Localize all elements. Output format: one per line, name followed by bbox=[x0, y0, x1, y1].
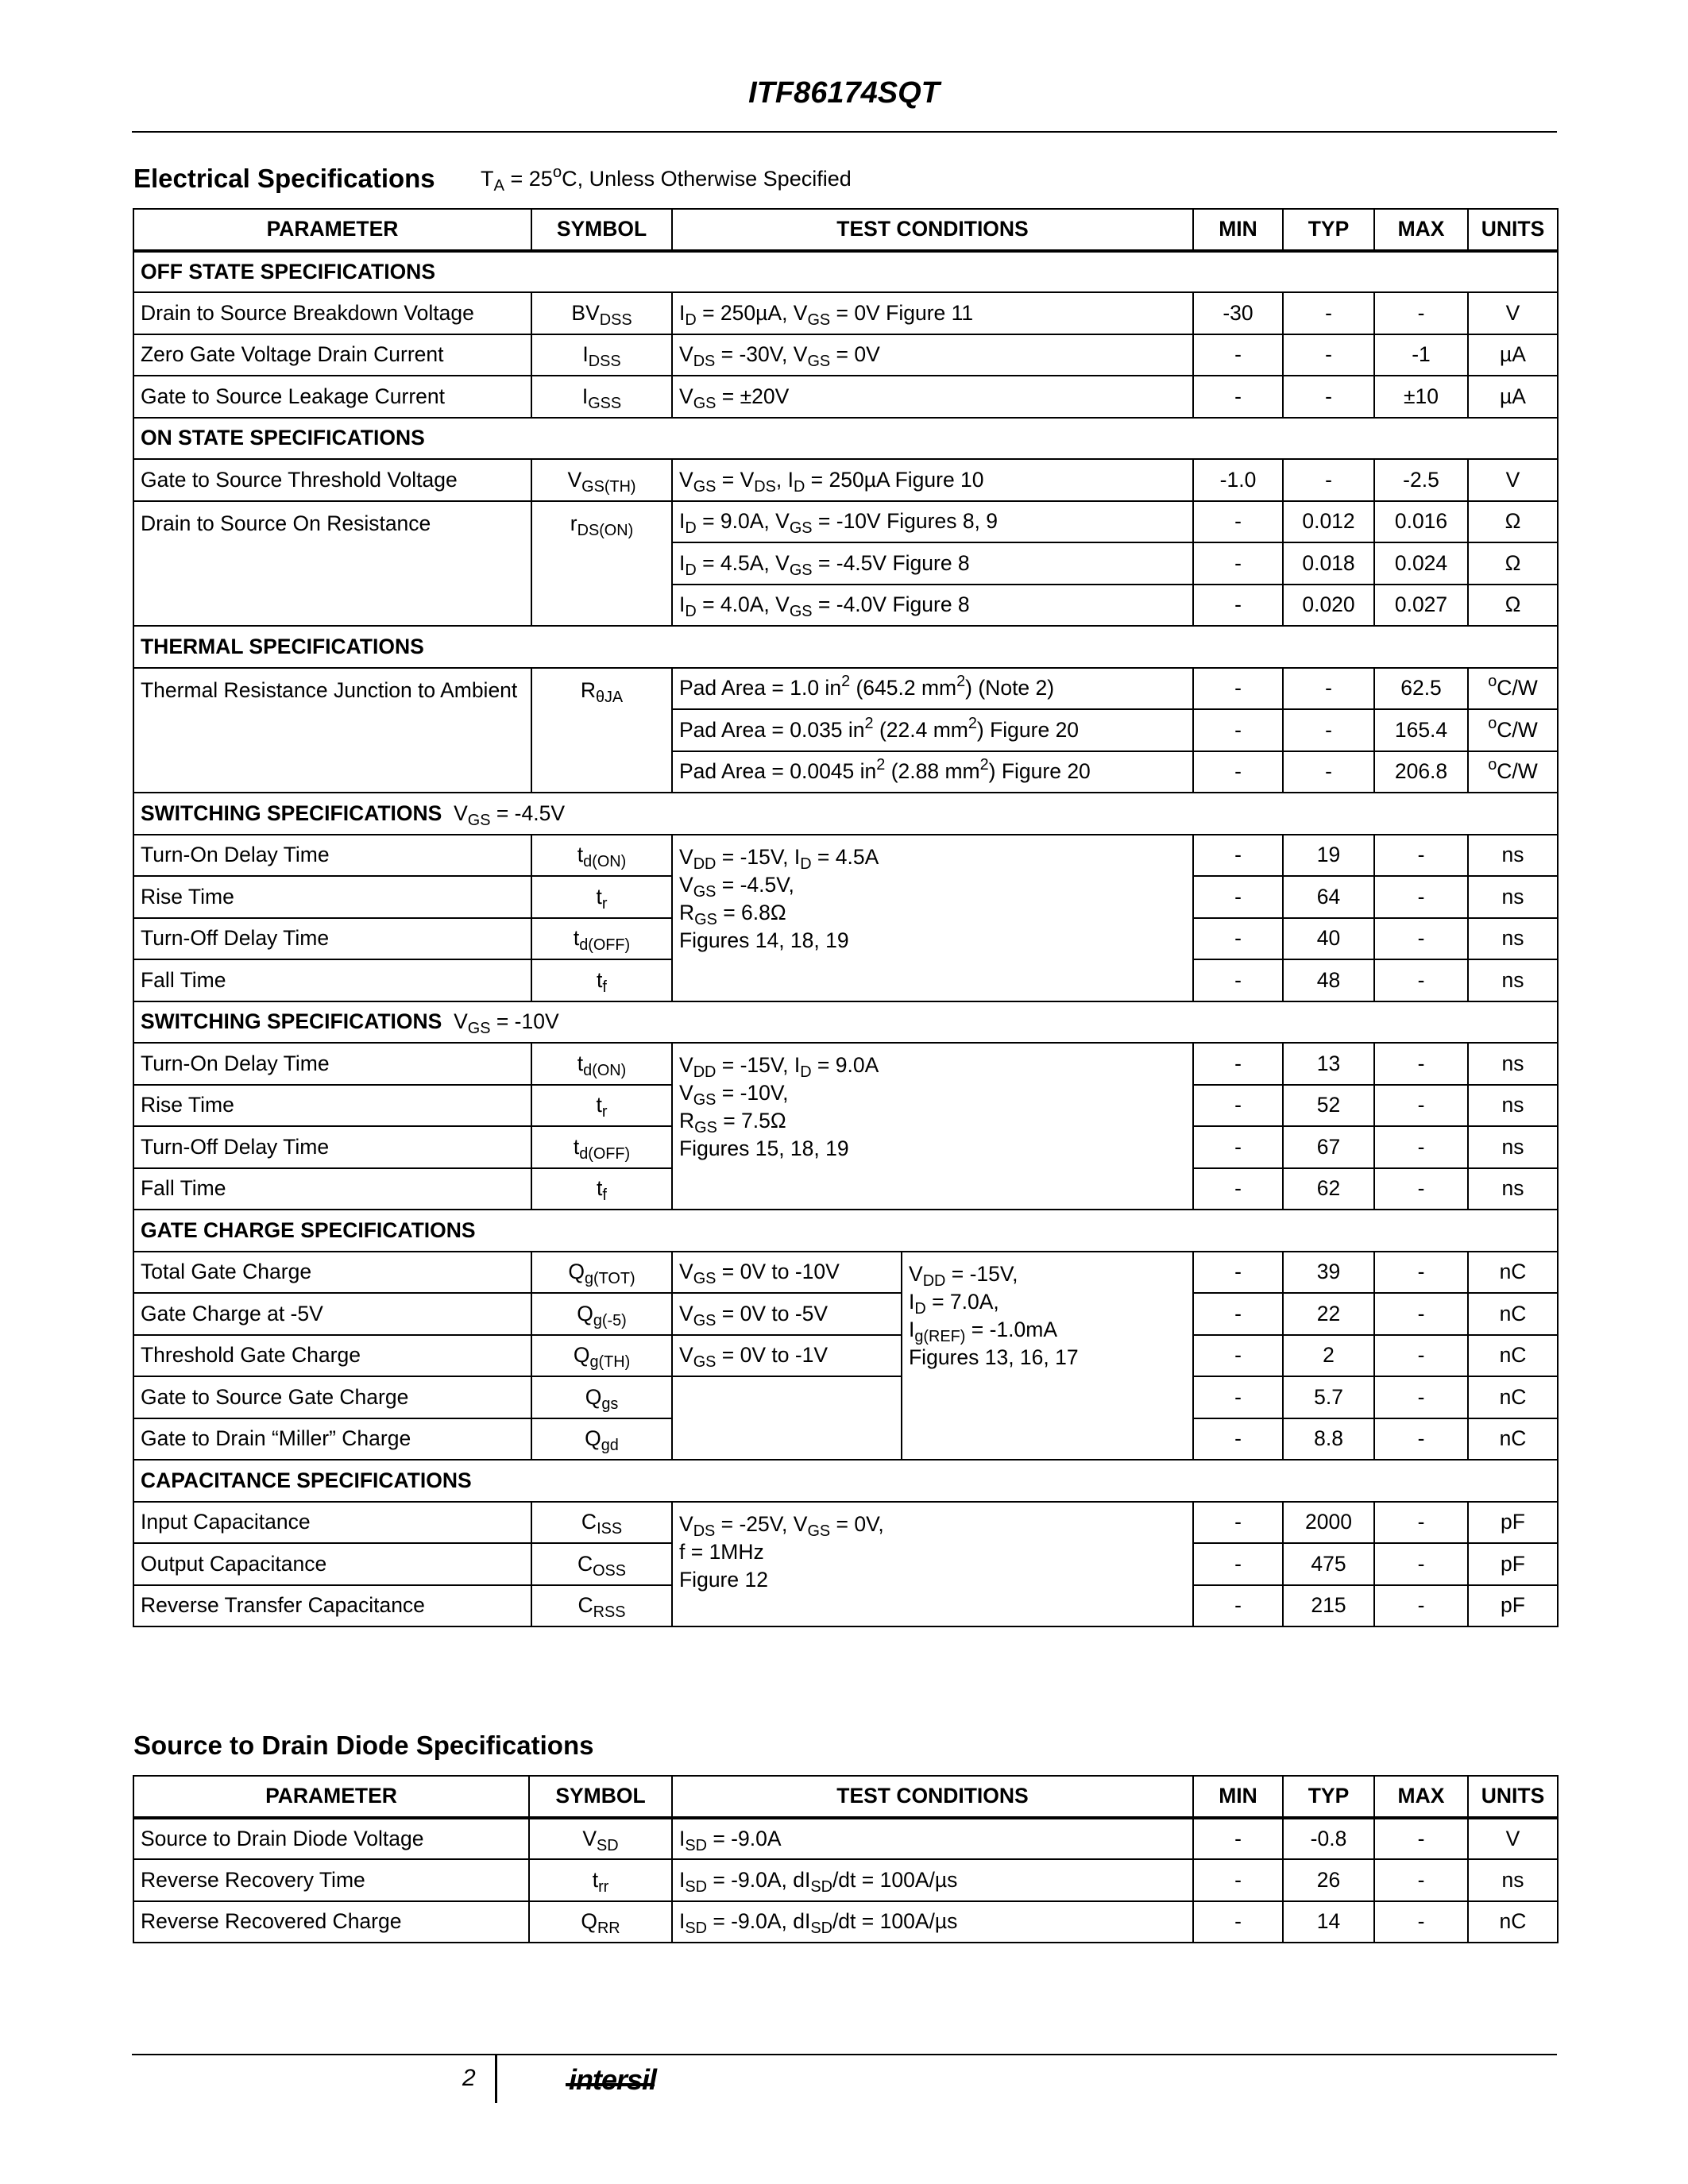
units-cell: Ω bbox=[1468, 542, 1558, 585]
param-cell: Drain to Source Breakdown Voltage bbox=[133, 292, 531, 334]
max-cell: - bbox=[1374, 1335, 1468, 1377]
typ-cell: 5.7 bbox=[1283, 1376, 1374, 1418]
units-cell: $^o$C/W bbox=[1468, 709, 1558, 751]
symbol-cell: $t_{d(ON)}$ bbox=[531, 1043, 672, 1085]
min-cell: - bbox=[1193, 876, 1283, 918]
min-cell: - bbox=[1193, 709, 1283, 751]
table-row bbox=[133, 1043, 1558, 1085]
table-row bbox=[133, 334, 1558, 376]
section-row bbox=[133, 1210, 1558, 1252]
param-cell: Turn-Off Delay Time bbox=[133, 1126, 531, 1168]
symbol-cell: $V_{SD}$ bbox=[529, 1818, 672, 1860]
typ-cell: - bbox=[1283, 709, 1374, 751]
condition-cell: $I_D = 4.0A$, $V_{GS} = -4.0V$ Figure 8 bbox=[672, 585, 1193, 627]
units-cell: V bbox=[1468, 292, 1558, 334]
condition-cell: $V_{GS} = 0V$ to -5V bbox=[672, 1293, 902, 1335]
section-off-state: OFF STATE SPECIFICATIONS bbox=[133, 251, 1558, 293]
min-cell: - bbox=[1193, 1859, 1283, 1901]
param-cell: Output Capacitance bbox=[133, 1543, 531, 1585]
param-cell: Turn-On Delay Time bbox=[133, 1043, 531, 1085]
typ-cell: 22 bbox=[1283, 1293, 1374, 1335]
section-on-state: ON STATE SPECIFICATIONS bbox=[133, 418, 1558, 460]
typ-cell: 0.018 bbox=[1283, 542, 1374, 585]
symbol-cell: $I_{GSS}$ bbox=[531, 376, 672, 418]
symbol-cell: $C_{RSS}$ bbox=[531, 1585, 672, 1627]
col-header-typ: TYP bbox=[1283, 209, 1374, 251]
min-cell: - bbox=[1193, 1293, 1283, 1335]
typ-cell: 14 bbox=[1283, 1901, 1374, 1943]
section-thermal: THERMAL SPECIFICATIONS bbox=[133, 626, 1558, 668]
typ-cell: - bbox=[1283, 292, 1374, 334]
table-row bbox=[133, 376, 1558, 418]
param-cell: Zero Gate Voltage Drain Current bbox=[133, 334, 531, 376]
section-switching-a: SWITCHING SPECIFICATIONS $V_{GS} = -4.5V$ bbox=[133, 793, 1558, 835]
table-row bbox=[133, 1818, 1558, 1860]
symbol-cell: $t_{d(OFF)}$ bbox=[531, 918, 672, 960]
param-cell: Gate to Drain “Miller” Charge bbox=[133, 1418, 531, 1461]
col-header-symbol: SYMBOL bbox=[531, 209, 672, 251]
units-cell: Ω bbox=[1468, 585, 1558, 627]
footer-divider bbox=[495, 2055, 497, 2103]
max-cell: -1 bbox=[1374, 334, 1468, 376]
section-row bbox=[133, 626, 1558, 668]
symbol-cell: $r_{DS(ON)}$ bbox=[531, 501, 672, 627]
document-title: ITF86174SQT bbox=[748, 76, 940, 110]
symbol-cell: $BV_{DSS}$ bbox=[531, 292, 672, 334]
table-row bbox=[133, 1335, 1558, 1377]
units-cell: ns bbox=[1468, 835, 1558, 877]
electrical-specs-body bbox=[133, 208, 1559, 1627]
min-cell: - bbox=[1193, 334, 1283, 376]
param-cell: Gate Charge at -5V bbox=[133, 1293, 531, 1335]
test-condition-note: $T_A = 25^oC$, Unless Otherwise Specified bbox=[481, 163, 852, 195]
units-cell: ns bbox=[1468, 876, 1558, 918]
symbol-cell: $t_{d(ON)}$ bbox=[531, 835, 672, 877]
page-number: 2 bbox=[462, 2065, 476, 2091]
max-cell: 0.027 bbox=[1374, 585, 1468, 627]
table-header-row bbox=[133, 1776, 1558, 1818]
param-cell: Source to Drain Diode Voltage bbox=[133, 1818, 529, 1860]
max-cell: - bbox=[1374, 1818, 1468, 1860]
condition-cell: $I_D = 9.0A$, $V_{GS} = -10V$ Figures 8, 9 bbox=[672, 501, 1193, 543]
max-cell: - bbox=[1374, 1376, 1468, 1418]
typ-cell: -0.8 bbox=[1283, 1818, 1374, 1860]
symbol-cell: $I_{DSS}$ bbox=[531, 334, 672, 376]
condition-cell: Pad Area = 0.035 $in^2$ (22.4 $mm^2$) Figure 20 bbox=[672, 709, 1193, 751]
col-header-parameter: PARAMETER bbox=[133, 209, 531, 251]
min-cell: - bbox=[1193, 585, 1283, 627]
units-cell: pF bbox=[1468, 1543, 1558, 1585]
condition-cell-empty bbox=[672, 1376, 902, 1460]
min-cell: - bbox=[1193, 1043, 1283, 1085]
units-cell: V bbox=[1468, 1818, 1558, 1860]
condition-cell: $V_{DS} = -30V$, $V_{GS} = 0V$ bbox=[672, 334, 1193, 376]
param-cell: Drain to Source On Resistance bbox=[133, 501, 531, 627]
typ-cell: - bbox=[1283, 376, 1374, 418]
typ-cell: 8.8 bbox=[1283, 1418, 1374, 1461]
header-rule bbox=[132, 131, 1557, 133]
max-cell: - bbox=[1374, 959, 1468, 1001]
max-cell: - bbox=[1374, 1293, 1468, 1335]
symbol-cell: $C_{ISS}$ bbox=[531, 1502, 672, 1544]
table-row bbox=[133, 1376, 1558, 1418]
units-cell: ns bbox=[1468, 1859, 1558, 1901]
max-cell: 165.4 bbox=[1374, 709, 1468, 751]
symbol-cell: $Q_{g(-5)}$ bbox=[531, 1293, 672, 1335]
condition-cell: $I_{SD} = -9.0A$ bbox=[672, 1818, 1193, 1860]
typ-cell: 62 bbox=[1283, 1168, 1374, 1210]
col-header-typ: TYP bbox=[1283, 1776, 1374, 1818]
param-cell: Gate to Source Gate Charge bbox=[133, 1376, 531, 1418]
condition-cell: $V_{GS} = 0V$ to -1V bbox=[672, 1335, 902, 1377]
max-cell: - bbox=[1374, 835, 1468, 877]
col-header-test-conditions: TEST CONDITIONS bbox=[672, 209, 1193, 251]
typ-cell: 0.020 bbox=[1283, 585, 1374, 627]
condition-cell: $V_{GS} = \pm 20V$ bbox=[672, 376, 1193, 418]
condition-cell: $I_{SD} = -9.0A$, $dI_{SD}/dt = 100A/\mu s$ bbox=[672, 1859, 1193, 1901]
symbol-cell: $Q_{RR}$ bbox=[529, 1901, 672, 1943]
min-cell: -1.0 bbox=[1193, 459, 1283, 501]
section-switching-b: SWITCHING SPECIFICATIONS $V_{GS} = -10V$ bbox=[133, 1001, 1558, 1044]
max-cell: - bbox=[1374, 1043, 1468, 1085]
condition-cell: $V_{DS} = -25V$, $V_{GS} = 0V$, f = 1MHz Figure 12 bbox=[672, 1502, 1193, 1627]
col-header-test-conditions: TEST CONDITIONS bbox=[672, 1776, 1193, 1818]
condition-cell: $V_{GS} = V_{DS}$, $I_D = 250\mu A$ Figure 10 bbox=[672, 459, 1193, 501]
symbol-cell: $t_f$ bbox=[531, 959, 672, 1001]
units-cell: nC bbox=[1468, 1418, 1558, 1461]
min-cell: - bbox=[1193, 1335, 1283, 1377]
max-cell: - bbox=[1374, 292, 1468, 334]
units-cell: pF bbox=[1468, 1585, 1558, 1627]
typ-cell: 67 bbox=[1283, 1126, 1374, 1168]
section-row bbox=[133, 793, 1558, 835]
table-row bbox=[133, 1901, 1558, 1943]
typ-cell: 0.012 bbox=[1283, 501, 1374, 543]
table-row bbox=[133, 1502, 1558, 1544]
table-row bbox=[133, 501, 1558, 543]
param-cell: Thermal Resistance Junction to Ambient bbox=[133, 668, 531, 793]
symbol-cell: $t_{d(OFF)}$ bbox=[531, 1126, 672, 1168]
condition-cell: $I_D = 250\mu A$, $V_{GS} = 0V$ Figure 11 bbox=[672, 292, 1193, 334]
min-cell: - bbox=[1193, 751, 1283, 793]
symbol-cell: $Q_{g(TOT)}$ bbox=[531, 1252, 672, 1294]
param-cell: Input Capacitance bbox=[133, 1502, 531, 1544]
min-cell: - bbox=[1193, 835, 1283, 877]
min-cell: - bbox=[1193, 1126, 1283, 1168]
symbol-cell: $C_{OSS}$ bbox=[531, 1543, 672, 1585]
min-cell: - bbox=[1193, 1085, 1283, 1127]
units-cell: ns bbox=[1468, 1043, 1558, 1085]
max-cell: ±10 bbox=[1374, 376, 1468, 418]
units-cell: ns bbox=[1468, 1168, 1558, 1210]
symbol-cell: $t_r$ bbox=[531, 876, 672, 918]
typ-cell: 64 bbox=[1283, 876, 1374, 918]
param-cell: Total Gate Charge bbox=[133, 1252, 531, 1294]
max-cell: - bbox=[1374, 1859, 1468, 1901]
units-cell: µA bbox=[1468, 334, 1558, 376]
min-cell: - bbox=[1193, 376, 1283, 418]
max-cell: - bbox=[1374, 918, 1468, 960]
param-cell: Fall Time bbox=[133, 959, 531, 1001]
min-cell: - bbox=[1193, 1543, 1283, 1585]
units-cell: Ω bbox=[1468, 501, 1558, 543]
max-cell: - bbox=[1374, 1901, 1468, 1943]
typ-cell: 2000 bbox=[1283, 1502, 1374, 1544]
symbol-cell: $Q_{g(TH)}$ bbox=[531, 1335, 672, 1377]
condition-cell: Pad Area = 1.0 $in^2$ (645.2 $mm^2$) (Note 2) bbox=[672, 668, 1193, 710]
symbol-cell: $t_f$ bbox=[531, 1168, 672, 1210]
footer-rule bbox=[132, 2054, 1557, 2055]
units-cell: $^o$C/W bbox=[1468, 668, 1558, 710]
min-cell: - bbox=[1193, 1376, 1283, 1418]
min-cell: - bbox=[1193, 1818, 1283, 1860]
table-row bbox=[133, 1293, 1558, 1335]
param-cell: Turn-Off Delay Time bbox=[133, 918, 531, 960]
param-cell: Fall Time bbox=[133, 1168, 531, 1210]
section-row bbox=[133, 1460, 1558, 1502]
min-cell: - bbox=[1193, 1585, 1283, 1627]
min-cell: - bbox=[1193, 1418, 1283, 1461]
typ-cell: - bbox=[1283, 668, 1374, 710]
max-cell: - bbox=[1374, 1085, 1468, 1127]
min-cell: - bbox=[1193, 542, 1283, 585]
col-header-parameter: PARAMETER bbox=[133, 1776, 529, 1818]
max-cell: - bbox=[1374, 1252, 1468, 1294]
condition-cell: $V_{DD} = -15V$, $I_D = 4.5A$ $V_{GS} = -4.5V$, $R_{GS} = 6.8\Omega$ Figures 14, 18, 19 bbox=[672, 835, 1193, 1001]
param-cell: Gate to Source Threshold Voltage bbox=[133, 459, 531, 501]
min-cell: - bbox=[1193, 959, 1283, 1001]
typ-cell: 215 bbox=[1283, 1585, 1374, 1627]
condition-cell: $I_{SD} = -9.0A$, $dI_{SD}/dt = 100A/\mu s$ bbox=[672, 1901, 1193, 1943]
max-cell: - bbox=[1374, 1168, 1468, 1210]
units-cell: V bbox=[1468, 459, 1558, 501]
section-row bbox=[133, 251, 1558, 293]
param-cell: Turn-On Delay Time bbox=[133, 835, 531, 877]
units-cell: µA bbox=[1468, 376, 1558, 418]
typ-cell: - bbox=[1283, 334, 1374, 376]
typ-cell: 48 bbox=[1283, 959, 1374, 1001]
param-cell: Reverse Recovery Time bbox=[133, 1859, 529, 1901]
units-cell: ns bbox=[1468, 1085, 1558, 1127]
typ-cell: 26 bbox=[1283, 1859, 1374, 1901]
section-gate-charge: GATE CHARGE SPECIFICATIONS bbox=[133, 1210, 1558, 1252]
min-cell: - bbox=[1193, 1502, 1283, 1544]
min-cell: - bbox=[1193, 501, 1283, 543]
units-cell: ns bbox=[1468, 918, 1558, 960]
condition-cell: $V_{DD} = -15V$, $I_D = 9.0A$ $V_{GS} = -10V$, $R_{GS} = 7.5\Omega$ Figures 15, 18, 19 bbox=[672, 1043, 1193, 1210]
min-cell: - bbox=[1193, 1168, 1283, 1210]
table-header-row bbox=[133, 209, 1558, 251]
condition-cell: Pad Area = 0.0045 $in^2$ (2.88 $mm^2$) Figure 20 bbox=[672, 751, 1193, 793]
table-row bbox=[133, 1859, 1558, 1901]
section-capacitance: CAPACITANCE SPECIFICATIONS bbox=[133, 1460, 1558, 1502]
symbol-cell: $t_{rr}$ bbox=[529, 1859, 672, 1901]
symbol-cell: $V_{GS(TH)}$ bbox=[531, 459, 672, 501]
min-cell: - bbox=[1193, 668, 1283, 710]
typ-cell: 19 bbox=[1283, 835, 1374, 877]
table-row bbox=[133, 1252, 1558, 1294]
typ-cell: 475 bbox=[1283, 1543, 1374, 1585]
max-cell: 0.016 bbox=[1374, 501, 1468, 543]
typ-cell: - bbox=[1283, 459, 1374, 501]
min-cell: - bbox=[1193, 918, 1283, 960]
min-cell: - bbox=[1193, 1252, 1283, 1294]
param-cell: Rise Time bbox=[133, 876, 531, 918]
min-cell: - bbox=[1193, 1901, 1283, 1943]
typ-cell: 39 bbox=[1283, 1252, 1374, 1294]
typ-cell: 40 bbox=[1283, 918, 1374, 960]
max-cell: - bbox=[1374, 1543, 1468, 1585]
max-cell: - bbox=[1374, 1585, 1468, 1627]
intersil-logo: intersil bbox=[569, 2063, 657, 2096]
diode-specs-title: Source to Drain Diode Specifications bbox=[133, 1731, 594, 1760]
units-cell: pF bbox=[1468, 1502, 1558, 1544]
table-row bbox=[133, 668, 1558, 710]
col-header-max: MAX bbox=[1374, 1776, 1468, 1818]
units-cell: nC bbox=[1468, 1293, 1558, 1335]
col-header-max: MAX bbox=[1374, 209, 1468, 251]
col-header-units: UNITS bbox=[1468, 1776, 1558, 1818]
table-row bbox=[133, 292, 1558, 334]
max-cell: - bbox=[1374, 1418, 1468, 1461]
section-row bbox=[133, 418, 1558, 460]
max-cell: 0.024 bbox=[1374, 542, 1468, 585]
max-cell: - bbox=[1374, 876, 1468, 918]
typ-cell: 13 bbox=[1283, 1043, 1374, 1085]
condition-cell: $I_D = 4.5A$, $V_{GS} = -4.5V$ Figure 8 bbox=[672, 542, 1193, 585]
diode-specs-table bbox=[133, 1775, 1559, 1943]
col-header-min: MIN bbox=[1193, 209, 1283, 251]
electrical-specs-title: Electrical Specifications bbox=[133, 164, 435, 193]
condition-cell-shared: $V_{DD} = -15V$, $I_D = 7.0A$, $I_{g(REF)} = -1.0mA$ Figures 13, 16, 17 bbox=[902, 1252, 1193, 1461]
units-cell: ns bbox=[1468, 959, 1558, 1001]
col-header-units: UNITS bbox=[1468, 209, 1558, 251]
col-header-min: MIN bbox=[1193, 1776, 1283, 1818]
typ-cell: 52 bbox=[1283, 1085, 1374, 1127]
symbol-cell: $Q_{gs}$ bbox=[531, 1376, 672, 1418]
condition-cell: $V_{GS} = 0V$ to -10V bbox=[672, 1252, 902, 1294]
symbol-cell: $t_r$ bbox=[531, 1085, 672, 1127]
typ-cell: 2 bbox=[1283, 1335, 1374, 1377]
param-cell: Rise Time bbox=[133, 1085, 531, 1127]
param-cell: Reverse Transfer Capacitance bbox=[133, 1585, 531, 1627]
param-cell: Reverse Recovered Charge bbox=[133, 1901, 529, 1943]
min-cell: -30 bbox=[1193, 292, 1283, 334]
param-cell: Threshold Gate Charge bbox=[133, 1335, 531, 1377]
max-cell: -2.5 bbox=[1374, 459, 1468, 501]
section-row bbox=[133, 1001, 1558, 1044]
units-cell: $^o$C/W bbox=[1468, 751, 1558, 793]
units-cell: nC bbox=[1468, 1901, 1558, 1943]
units-cell: nC bbox=[1468, 1335, 1558, 1377]
symbol-cell: $R_{\theta JA}$ bbox=[531, 668, 672, 793]
param-cell: Gate to Source Leakage Current bbox=[133, 376, 531, 418]
units-cell: ns bbox=[1468, 1126, 1558, 1168]
symbol-cell: $Q_{gd}$ bbox=[531, 1418, 672, 1461]
units-cell: nC bbox=[1468, 1252, 1558, 1294]
col-header-symbol: SYMBOL bbox=[529, 1776, 672, 1818]
typ-cell: - bbox=[1283, 751, 1374, 793]
max-cell: - bbox=[1374, 1502, 1468, 1544]
units-cell: nC bbox=[1468, 1376, 1558, 1418]
max-cell: - bbox=[1374, 1126, 1468, 1168]
table-row bbox=[133, 459, 1558, 501]
table-row bbox=[133, 835, 1558, 877]
max-cell: 62.5 bbox=[1374, 668, 1468, 710]
max-cell: 206.8 bbox=[1374, 751, 1468, 793]
